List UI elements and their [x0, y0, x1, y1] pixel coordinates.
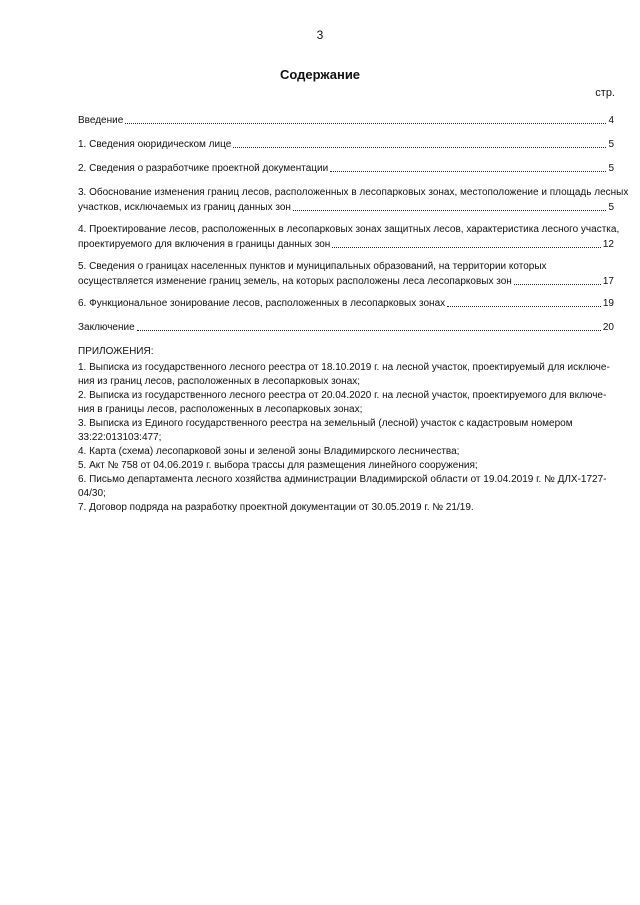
appendix-line: 5. Акт № 758 от 04.06.2019 г. выбора трассы для размещения линейного сооружения;	[78, 460, 478, 471]
toc-entry	[78, 296, 614, 311]
toc-page-number: 12	[602, 239, 614, 250]
toc-entry	[78, 161, 614, 176]
toc-page-number: 5	[608, 202, 614, 213]
toc-entry-text: 6. Функциональное зонирование лесов, расположенных в лесопарковых зонах	[78, 298, 446, 309]
toc-entry	[78, 113, 614, 128]
toc-leader-dots	[293, 209, 607, 211]
toc-entry-text: осуществляется изменение границ земель, на которых расположены леса лесопарковых зон	[78, 276, 512, 287]
toc-entry-text: Введение	[78, 115, 124, 126]
appendix-section	[78, 345, 618, 515]
toc-entry	[78, 320, 614, 335]
appendix-line: 33:22:013103:477;	[78, 432, 162, 443]
appendix-line: 7. Договор подряда на разработку проектной документации от 30.05.2019 г. № 21/19.	[78, 502, 474, 513]
toc-entry	[78, 185, 629, 215]
toc-entry-text: 5. Сведения о границах населенных пунктов и муниципальных образований, на территории которых	[78, 261, 547, 272]
toc-page-number: 5	[608, 139, 614, 150]
toc-leader-dots	[233, 146, 606, 148]
appendix-line: ния из границ лесов, расположенных в лесопарковых зонах;	[78, 376, 361, 387]
document-title: Содержание	[279, 67, 361, 82]
toc-entry	[78, 222, 620, 252]
toc-entry-text: 3. Обоснование изменения границ лесов, расположенных в лесопарковых зонах, местоположение и площадь лесных	[78, 187, 629, 198]
appendix-line: 04/30;	[78, 488, 106, 499]
toc-entry-text: 4. Проектирование лесов, расположенных в лесопарковых зонах защитных лесов, характеристика лесного участка,	[78, 224, 620, 235]
toc-page-number: 4	[608, 115, 614, 126]
toc-leader-dots	[332, 246, 601, 248]
toc-leader-dots	[137, 329, 601, 331]
toc-entry	[78, 259, 614, 289]
toc-entry	[78, 137, 614, 152]
toc-page-number: 19	[602, 298, 614, 309]
page-column-label: стр.	[595, 87, 615, 99]
toc-page-number: 20	[602, 322, 614, 333]
toc-entry-text: проектируемого для включения в границы данных зон	[78, 239, 331, 250]
page-number: 3	[316, 28, 324, 42]
toc-leader-dots	[125, 122, 606, 124]
toc-leader-dots	[514, 283, 601, 285]
appendix-heading: ПРИЛОЖЕНИЯ:	[78, 346, 154, 357]
toc-entry-text: 1. Сведения оюридическом лице	[78, 139, 232, 150]
appendix-line: ния в границы лесов, расположенных в лесопарковых зонах;	[78, 404, 363, 415]
appendix-line: 1. Выписка из государственного лесного реестра от 18.10.2019 г. на лесной участок, проектируемый для исключе-	[78, 362, 610, 373]
appendix-line: 3. Выписка из Единого государственного реестра на земельный (лесной) участок с кадастровым номером	[78, 418, 573, 429]
appendix-line: 2. Выписка из государственного лесного реестра от 20.04.2020 г. на лесной участок, проектируемого для включе-	[78, 390, 607, 401]
toc-entry-text: участков, исключаемых из границ данных зон	[78, 202, 291, 213]
toc-leader-dots	[330, 170, 606, 172]
toc-entry-text: 2. Сведения о разработчике проектной документации	[78, 163, 329, 174]
toc-entry-text: Заключение	[78, 322, 135, 333]
toc-leader-dots	[447, 305, 601, 307]
appendix-line: 6. Письмо департамента лесного хозяйства администрации Владимирской области от 19.04.2019 г. № ДЛХ-1727-	[78, 474, 607, 485]
toc-page-number: 5	[608, 163, 614, 174]
toc-page-number: 17	[602, 276, 614, 287]
table-of-contents	[78, 113, 629, 344]
appendix-line: 4. Карта (схема) лесопарковой зоны и зеленой зоны Владимирского лесничества;	[78, 446, 460, 457]
